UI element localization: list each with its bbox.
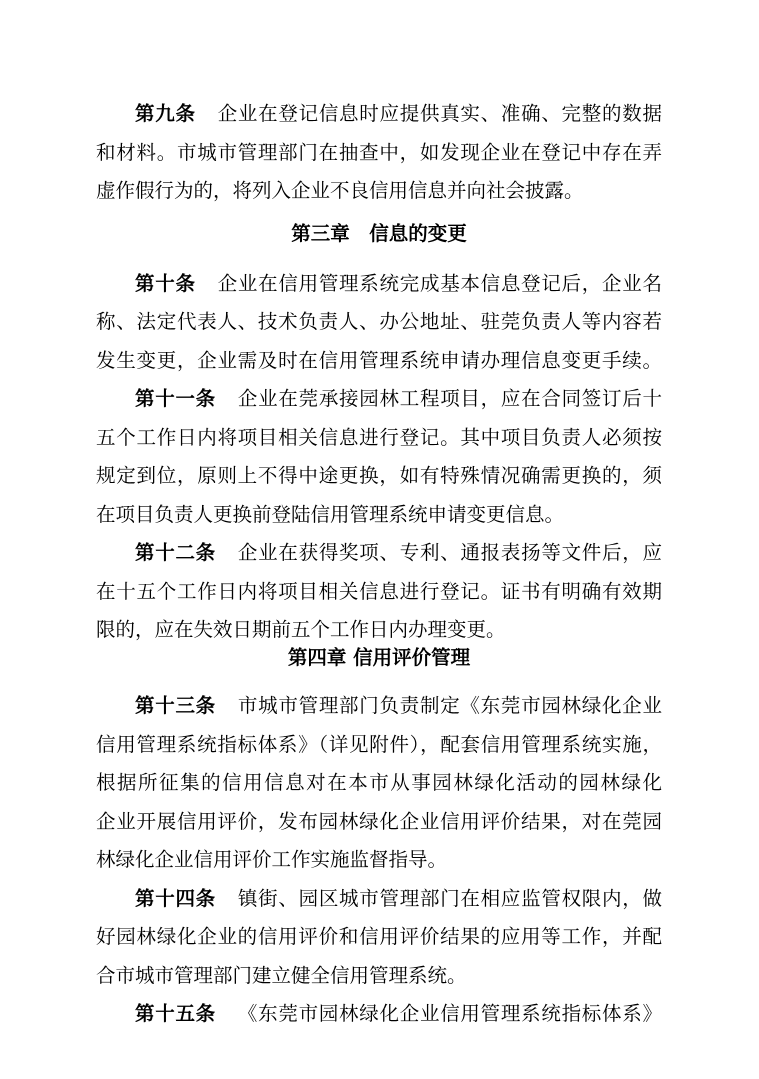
article-14-line-2: 好园林绿化企业的信用评价和信用评价结果的应用等工作，并配 <box>96 925 662 948</box>
article-13-line-5: 林绿化企业信用评价工作实施监督指导。 <box>96 848 448 871</box>
article-13-line-3: 根据所征集的信用信息对在本市从事园林绿化活动的园林绿化 <box>96 771 662 794</box>
article-11-title: 第十一条 <box>135 387 216 410</box>
article-14-line-3: 合市城市管理部门建立健全信用管理系统。 <box>96 964 467 987</box>
article-13-title: 第十三条 <box>135 694 216 717</box>
article-10-line-1: 第十条 企业在信用管理系统完成基本信息登记后，企业名 <box>135 272 662 295</box>
article-9-line-3: 虚作假行为的，将列入企业不良信用信息并向社会披露。 <box>96 179 584 202</box>
article-12-line-3: 限的，应在失效日期前五个工作日内办理变更。 <box>96 618 506 641</box>
chapter-4-heading: 第四章 信用评价管理 <box>287 646 471 669</box>
article-10-line-2: 称、法定代表人、技术负责人、办公地址、驻莞负责人等内容若 <box>96 310 662 333</box>
article-13-line-4: 企业开展信用评价，发布园林绿化企业信用评价结果，对在莞园 <box>96 810 662 833</box>
article-13-line-1: 第十三条 市城市管理部门负责制定《东莞市园林绿化企业 <box>135 694 662 717</box>
article-14-title: 第十四条 <box>135 887 216 910</box>
article-15-line-1: 第十五条 《东莞市园林绿化企业信用管理系统指标体系》 <box>135 1002 662 1025</box>
article-9-title: 第九条 <box>135 102 196 125</box>
article-11-line-4: 在项目负责人更换前登陆信用管理系统申请变更信息。 <box>96 503 565 526</box>
article-10-title: 第十条 <box>135 272 196 295</box>
article-12-line-2: 在十五个工作日内将项目相关信息进行登记。证书有明确有效期 <box>96 580 662 603</box>
article-10-line-3: 发生变更，企业需及时在信用管理系统申请办理信息变更手续。 <box>96 349 662 372</box>
chapter-3-heading: 第三章 信息的变更 <box>291 222 467 245</box>
article-15-title: 第十五条 <box>135 1002 216 1025</box>
article-9-line-1: 第九条 企业在登记信息时应提供真实、准确、完整的数据 <box>135 102 662 125</box>
article-11-line-3: 规定到位，原则上不得中途更换，如有特殊情况确需更换的，须 <box>96 464 662 487</box>
article-11-line-2: 五个工作日内将项目相关信息进行登记。其中项目负责人必须按 <box>96 426 662 449</box>
article-12-line-1: 第十二条 企业在获得奖项、专利、通报表扬等文件后，应 <box>135 541 662 564</box>
article-14-line-1: 第十四条 镇街、园区城市管理部门在相应监管权限内，做 <box>135 887 662 910</box>
article-9-line-2: 和材料。市城市管理部门在抽查中，如发现企业在登记中存在弄 <box>96 141 662 164</box>
article-11-line-1: 第十一条 企业在莞承接园林工程项目，应在合同签订后十 <box>135 387 662 410</box>
article-13-line-2: 信用管理系统指标体系》（详见附件），配套信用管理系统实施， <box>96 733 662 756</box>
article-12-title: 第十二条 <box>135 541 216 564</box>
